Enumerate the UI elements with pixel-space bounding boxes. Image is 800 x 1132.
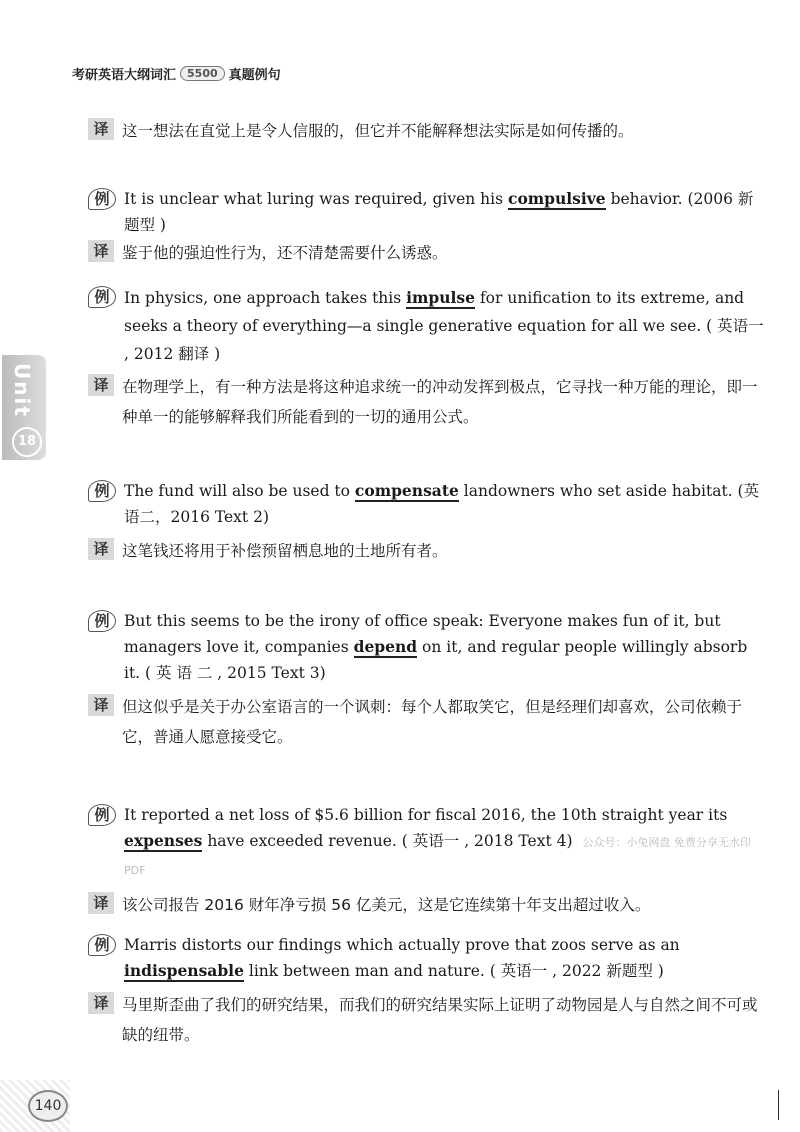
example-row: [88, 284, 768, 368]
translation-mark: 译: [88, 694, 114, 716]
translation-row: [88, 890, 768, 920]
example-text: [124, 932, 768, 984]
translation-mark: 译: [88, 892, 114, 914]
example-before: In physics, one approach takes this: [124, 289, 407, 307]
example-row: [88, 478, 768, 530]
example-after: link between man and nature. ( 英语一 , 2022 新题型 ): [243, 962, 664, 980]
translation-row: [88, 536, 768, 566]
translation-mark: 译: [88, 118, 114, 140]
example-text: [124, 478, 768, 530]
example-mark: 例: [88, 286, 116, 308]
translation-text: 在物理学上，有一种方法是将这种追求统一的冲动发挥到极点，它寻找一种万能的理论，即一种单一的能够解释我们所能看到的一切的通用公式。: [122, 378, 758, 426]
unit-number: 18: [12, 427, 42, 457]
example-after: behavior. (2006 新题型 ): [124, 190, 754, 234]
example-before: Marris distorts our findings which actually prove that zoos serve as an: [124, 936, 680, 954]
keyword: impulse: [406, 288, 476, 307]
entry-3: [88, 478, 768, 566]
watermark: 公众号：小兔网盘 免费分享无水印PDF: [124, 836, 752, 877]
example-after: for unification to its extreme, and seeks a theory of everything—a single generative equation for all we see. ( 英语一 , 2012 翻译 ): [124, 289, 764, 363]
translation-mark: 译: [88, 374, 114, 396]
example-row: [88, 608, 768, 686]
unit-label: Unit: [10, 363, 34, 418]
translation-row: [88, 990, 768, 1050]
header-title-left: 考研英语大纲词汇: [72, 68, 177, 83]
translation-mark: 译: [88, 992, 114, 1014]
translation-text: 该公司报告 2016 财年净亏损 56 亿美元，这是它连续第十年支出超过收入。: [122, 896, 651, 914]
example-text: [124, 284, 768, 368]
header-pill: 5500: [180, 66, 225, 81]
example-row: [88, 802, 768, 884]
translation-row: [88, 372, 768, 432]
entry-4: [88, 608, 768, 752]
example-row: [88, 186, 768, 238]
translation-text: 但这似乎是关于办公室语言的一个讽刺：每个人都取笑它，但是经理们却喜欢，公司依赖于它，普通人愿意接受它。: [122, 698, 743, 746]
example-row: [88, 932, 768, 984]
keyword: expenses: [124, 831, 203, 850]
translation-mark: 译: [88, 240, 114, 262]
unit-tab: [2, 355, 46, 460]
example-mark: 例: [88, 804, 116, 826]
example-mark: 例: [88, 480, 116, 502]
example-before: It is unclear what luring was required, given his: [124, 190, 508, 208]
header-title-right: 真题例句: [228, 68, 281, 83]
page-edge-line: [778, 1090, 779, 1120]
example-mark: 例: [88, 934, 116, 956]
example-after: on it, and regular people willingly absorb it. ( 英 语 二 , 2015 Text 3): [124, 638, 748, 682]
entry-0: [88, 116, 768, 146]
translation-row: [88, 238, 768, 268]
example-before: But this seems to be the irony of office speak: Everyone makes fun of it, but managers love it, companies: [124, 612, 721, 656]
translation-row: [88, 692, 768, 752]
translation-text: 鉴于他的强迫性行为，还不清楚需要什么诱惑。: [122, 244, 448, 262]
example-after: have exceeded revenue. ( 英语一 , 2018 Text 4): [202, 832, 573, 850]
running-header: [72, 64, 281, 83]
translation-text: 这一想法在直觉上是令人信服的，但它并不能解释想法实际是如何传播的。: [122, 122, 634, 140]
example-after: landowners who set aside habitat. (英语二，2016 Text 2): [124, 482, 760, 526]
example-before: It reported a net loss of $5.6 billion for fiscal 2016, the 10th straight year its: [124, 806, 728, 824]
keyword: indispensable: [124, 961, 244, 980]
translation-text: 马里斯歪曲了我们的研究结果，而我们的研究结果实际上证明了动物园是人与自然之间不可或缺的纽带。: [122, 996, 758, 1044]
keyword: compulsive: [508, 189, 606, 208]
entry-6: [88, 932, 768, 1050]
example-before: The fund will also be used to: [124, 482, 355, 500]
keyword: depend: [353, 637, 418, 656]
page-number: 140: [28, 1090, 68, 1122]
example-mark: 例: [88, 188, 116, 210]
translation-text: 这笔钱还将用于补偿预留栖息地的土地所有者。: [122, 542, 448, 560]
example-text: [124, 608, 768, 686]
entry-2: [88, 284, 768, 432]
entry-5: [88, 802, 768, 920]
keyword: compensate: [354, 481, 459, 500]
entry-1: [88, 186, 768, 268]
translation-mark: 译: [88, 538, 114, 560]
example-mark: 例: [88, 610, 116, 632]
example-text: [124, 802, 768, 884]
translation-row: [88, 116, 768, 146]
example-text: [124, 186, 768, 238]
